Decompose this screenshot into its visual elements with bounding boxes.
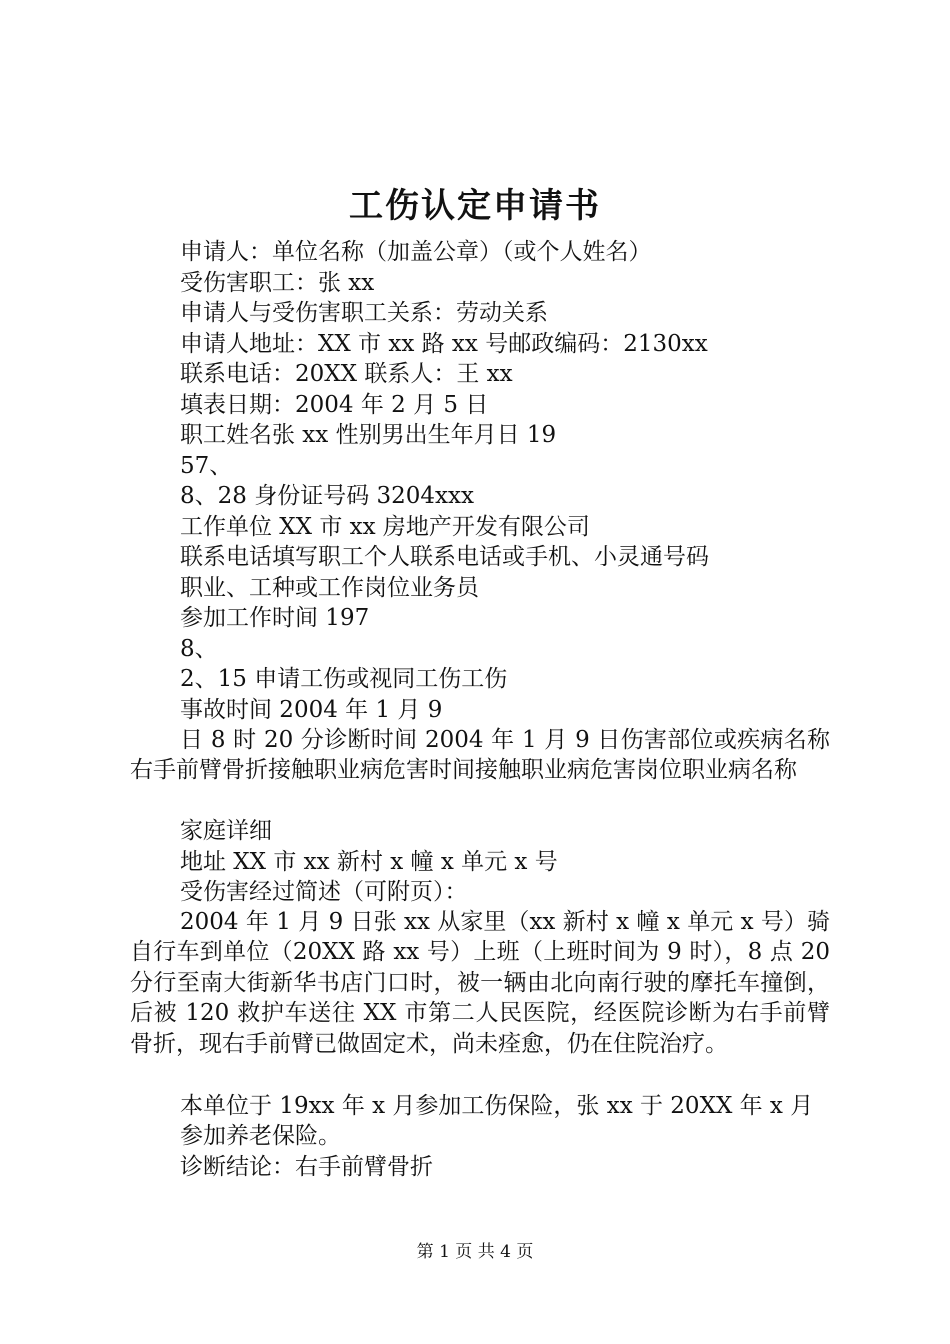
worker-name-line: 职工姓名张 xx 性别男出生年月日 19: [180, 422, 557, 448]
applicant-line: 申请人：单位名称（加盖公章）（或个人姓名）: [180, 239, 652, 265]
diagnosis-line: 诊断结论：右手前臂骨折: [180, 1154, 433, 1180]
injury-account-paragraph: 2004 年 1 月 9 日张 xx 从家里（xx 新村 x 幢 x 单元 x 号）骑自行车到单位（20XX 路 xx 号）上班（上班时间为 9 时），8 点 20 分行至南大街新华书店门口时，被一辆由北向南行驶的摩托车撞倒，后被 120 救护车送往 XX 市第二人民医院，经医院诊断为右手前臂骨折，现右手前臂已做固定术，尚未痊愈，仍在住院治疗。: [130, 909, 830, 1057]
document-title: 工伤认定申请书: [349, 186, 601, 226]
address-line: 申请人地址：XX 市 xx 路 xx 号邮政编码：2130xx: [180, 331, 708, 357]
id-number-line: 8、28 身份证号码 3204xxx: [180, 483, 474, 509]
home-address-label-line: 家庭详细: [180, 818, 272, 844]
pension-line: 参加养老保险。: [180, 1123, 341, 1149]
injured-worker-line: 受伤害职工：张 xx: [180, 270, 375, 296]
work-start-line: 参加工作时间 197: [180, 605, 370, 631]
fill-date-line: 填表日期：2004 年 2 月 5 日: [180, 392, 489, 418]
application-type-line: 2、15 申请工伤或视同工伤工伤: [180, 666, 508, 692]
insurance-line: 本单位于 19xx 年 x 月参加工伤保险，张 xx 于 20XX 年 x 月: [180, 1093, 814, 1119]
accident-time-line: 事故时间 2004 年 1 月 9: [180, 697, 443, 723]
occupation-line: 职业、工种或工作岗位业务员: [180, 575, 479, 601]
injury-account-heading: 受伤害经过简述（可附页）：: [180, 879, 468, 905]
birth-continuation-line: 57、: [180, 453, 233, 479]
phone-line: 联系电话填写职工个人联系电话或手机、小灵通号码: [180, 544, 709, 570]
employer-line: 工作单位 XX 市 xx 房地产开发有限公司: [180, 514, 590, 540]
home-address-line: 地址 XX 市 xx 新村 x 幢 x 单元 x 号: [180, 849, 558, 875]
relationship-line: 申请人与受伤害职工关系：劳动关系: [180, 300, 548, 326]
page-footer: 第 1 页 共 4 页: [416, 1242, 534, 1262]
injury-details-paragraph: 日 8 时 20 分诊断时间 2004 年 1 月 9 日伤害部位或疾病名称右手前臂骨折接触职业病危害时间接触职业病危害岗位职业病名称: [130, 727, 830, 784]
work-start-continuation-line: 8、: [180, 636, 218, 662]
contact-line: 联系电话：20XX 联系人：王 xx: [180, 361, 513, 387]
